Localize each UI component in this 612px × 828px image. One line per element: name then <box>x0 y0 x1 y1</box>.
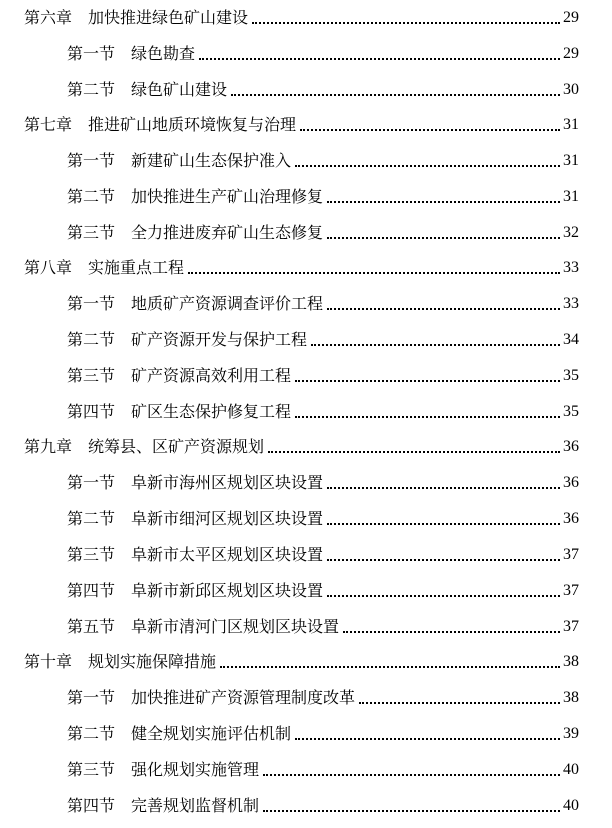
toc-page-number: 39 <box>563 725 579 742</box>
toc-section-entry[interactable] <box>67 290 579 314</box>
toc-page-number: 38 <box>563 689 579 706</box>
toc-chapter-entry[interactable] <box>24 4 579 28</box>
toc-chapter-entry[interactable] <box>24 648 579 672</box>
toc-entry-title: 矿产资源高效利用工程 <box>131 366 292 385</box>
toc-page-number: 30 <box>563 81 579 98</box>
toc-chapter-entry[interactable] <box>24 111 579 135</box>
toc-entry-title: 阜新市细河区规划区块设置 <box>131 509 324 528</box>
dot-leader <box>295 165 560 167</box>
toc-section-entry[interactable] <box>67 613 579 637</box>
toc-page-number: 32 <box>563 224 579 241</box>
dot-leader <box>311 344 560 346</box>
toc-section-entry[interactable] <box>67 326 579 350</box>
dot-leader <box>263 774 560 776</box>
toc-entry-title: 矿产资源开发与保护工程 <box>131 330 308 349</box>
toc-section-entry[interactable] <box>67 756 579 780</box>
dot-leader <box>327 523 560 525</box>
toc-page-number: 36 <box>563 474 579 491</box>
toc-entry-title: 实施重点工程 <box>88 258 185 277</box>
toc-page-number: 35 <box>563 403 579 420</box>
toc-entry-title: 新建矿山生态保护准入 <box>131 151 292 170</box>
toc-section-entry[interactable] <box>67 219 579 243</box>
dot-leader <box>220 666 560 668</box>
toc-entry-title: 阜新市太平区规划区块设置 <box>131 545 324 564</box>
toc-page-number: 38 <box>563 653 579 670</box>
dot-leader <box>188 272 560 274</box>
toc-entry-title: 阜新市新邱区规划区块设置 <box>131 581 324 600</box>
toc-entry-title: 阜新市清河门区规划区块设置 <box>131 617 340 636</box>
dot-leader <box>252 22 560 24</box>
toc-entry-number: 第十章 <box>24 652 73 671</box>
dot-leader <box>295 416 560 418</box>
toc-entry-title: 统筹县、区矿产资源规划 <box>88 437 265 456</box>
toc-page-number: 33 <box>563 259 579 276</box>
toc-entry-number: 第二节 <box>67 80 116 99</box>
toc-entry-number: 第二节 <box>67 509 116 528</box>
dot-leader <box>327 237 560 239</box>
toc-chapter-entry[interactable] <box>24 254 579 278</box>
dot-leader <box>343 631 560 633</box>
toc-entry-number: 第三节 <box>67 366 116 385</box>
toc-section-entry[interactable] <box>67 40 579 64</box>
toc-entry-number: 第七章 <box>24 115 73 134</box>
toc-page-number: 37 <box>563 546 579 563</box>
dot-leader <box>359 702 560 704</box>
toc-entry-title: 地质矿产资源调查评价工程 <box>131 294 324 313</box>
toc-page-number: 40 <box>563 761 579 778</box>
toc-entry-title: 矿区生态保护修复工程 <box>131 402 292 421</box>
toc-section-entry[interactable] <box>67 541 579 565</box>
dot-leader <box>327 559 560 561</box>
toc-entry-title: 加快推进生产矿山治理修复 <box>131 187 324 206</box>
toc-section-entry[interactable] <box>67 362 579 386</box>
toc-entry-number: 第六章 <box>24 8 73 27</box>
toc-entry-title: 推进矿山地质环境恢复与治理 <box>88 115 297 134</box>
dot-leader <box>268 451 560 453</box>
toc-entry-number: 第四节 <box>67 402 116 421</box>
toc-page-number: 36 <box>563 438 579 455</box>
toc-entry-number: 第四节 <box>67 581 116 600</box>
toc-section-entry[interactable] <box>67 505 579 529</box>
toc-entry-title: 健全规划实施评估机制 <box>131 724 292 743</box>
toc-section-entry[interactable] <box>67 76 579 100</box>
toc-chapter-entry[interactable] <box>24 433 579 457</box>
toc-section-entry[interactable] <box>67 577 579 601</box>
toc-entry-number: 第一节 <box>67 151 116 170</box>
toc-section-entry[interactable] <box>67 183 579 207</box>
toc-page-number: 40 <box>563 797 579 814</box>
toc-section-entry[interactable] <box>67 469 579 493</box>
toc-entry-title: 完善规划监督机制 <box>131 796 260 815</box>
toc-page-number: 35 <box>563 367 579 384</box>
toc-section-entry[interactable] <box>67 147 579 171</box>
dot-leader <box>199 58 560 60</box>
toc-page-number: 36 <box>563 510 579 527</box>
dot-leader <box>327 595 560 597</box>
toc-page-number: 31 <box>563 188 579 205</box>
toc-section-entry[interactable] <box>67 792 579 816</box>
toc-entry-number: 第四节 <box>67 796 116 815</box>
toc-entry-title: 规划实施保障措施 <box>88 652 217 671</box>
toc-page-number: 31 <box>563 116 579 133</box>
dot-leader <box>327 201 560 203</box>
toc-entry-title: 全力推进废弃矿山生态修复 <box>131 223 324 242</box>
toc-entry-number: 第二节 <box>67 724 116 743</box>
toc-entry-number: 第一节 <box>67 44 116 63</box>
toc-entry-number: 第三节 <box>67 545 116 564</box>
toc-page-number: 29 <box>563 9 579 26</box>
toc-entry-number: 第一节 <box>67 473 116 492</box>
toc-entry-number: 第九章 <box>24 437 73 456</box>
toc-section-entry[interactable] <box>67 720 579 744</box>
dot-leader <box>327 487 560 489</box>
toc-page-number: 37 <box>563 582 579 599</box>
toc-page-number: 33 <box>563 295 579 312</box>
toc-entry-number: 第五节 <box>67 617 116 636</box>
toc-entry-number: 第一节 <box>67 688 116 707</box>
toc-entry-number: 第八章 <box>24 258 73 277</box>
toc-entry-number: 第二节 <box>67 187 116 206</box>
toc-entry-title: 阜新市海州区规划区块设置 <box>131 473 324 492</box>
toc-entry-title: 强化规划实施管理 <box>131 760 260 779</box>
toc-entry-title: 绿色勘查 <box>131 44 196 63</box>
toc-page-number: 31 <box>563 152 579 169</box>
toc-entry-title: 加快推进绿色矿山建设 <box>88 8 249 27</box>
dot-leader <box>300 129 560 131</box>
toc-entry-title: 绿色矿山建设 <box>131 80 228 99</box>
dot-leader <box>295 380 560 382</box>
toc-entry-number: 第三节 <box>67 760 116 779</box>
dot-leader <box>231 94 560 96</box>
toc-section-entry[interactable] <box>67 684 579 708</box>
dot-leader <box>263 810 560 812</box>
dot-leader <box>295 738 560 740</box>
toc-entry-number: 第二节 <box>67 330 116 349</box>
toc-entry-title: 加快推进矿产资源管理制度改革 <box>131 688 356 707</box>
toc-section-entry[interactable] <box>67 398 579 422</box>
toc-page-number: 37 <box>563 618 579 635</box>
dot-leader <box>327 308 560 310</box>
toc-page-number: 29 <box>563 45 579 62</box>
toc-entry-number: 第一节 <box>67 294 116 313</box>
toc-entry-number: 第三节 <box>67 223 116 242</box>
toc-page-number: 34 <box>563 331 579 348</box>
